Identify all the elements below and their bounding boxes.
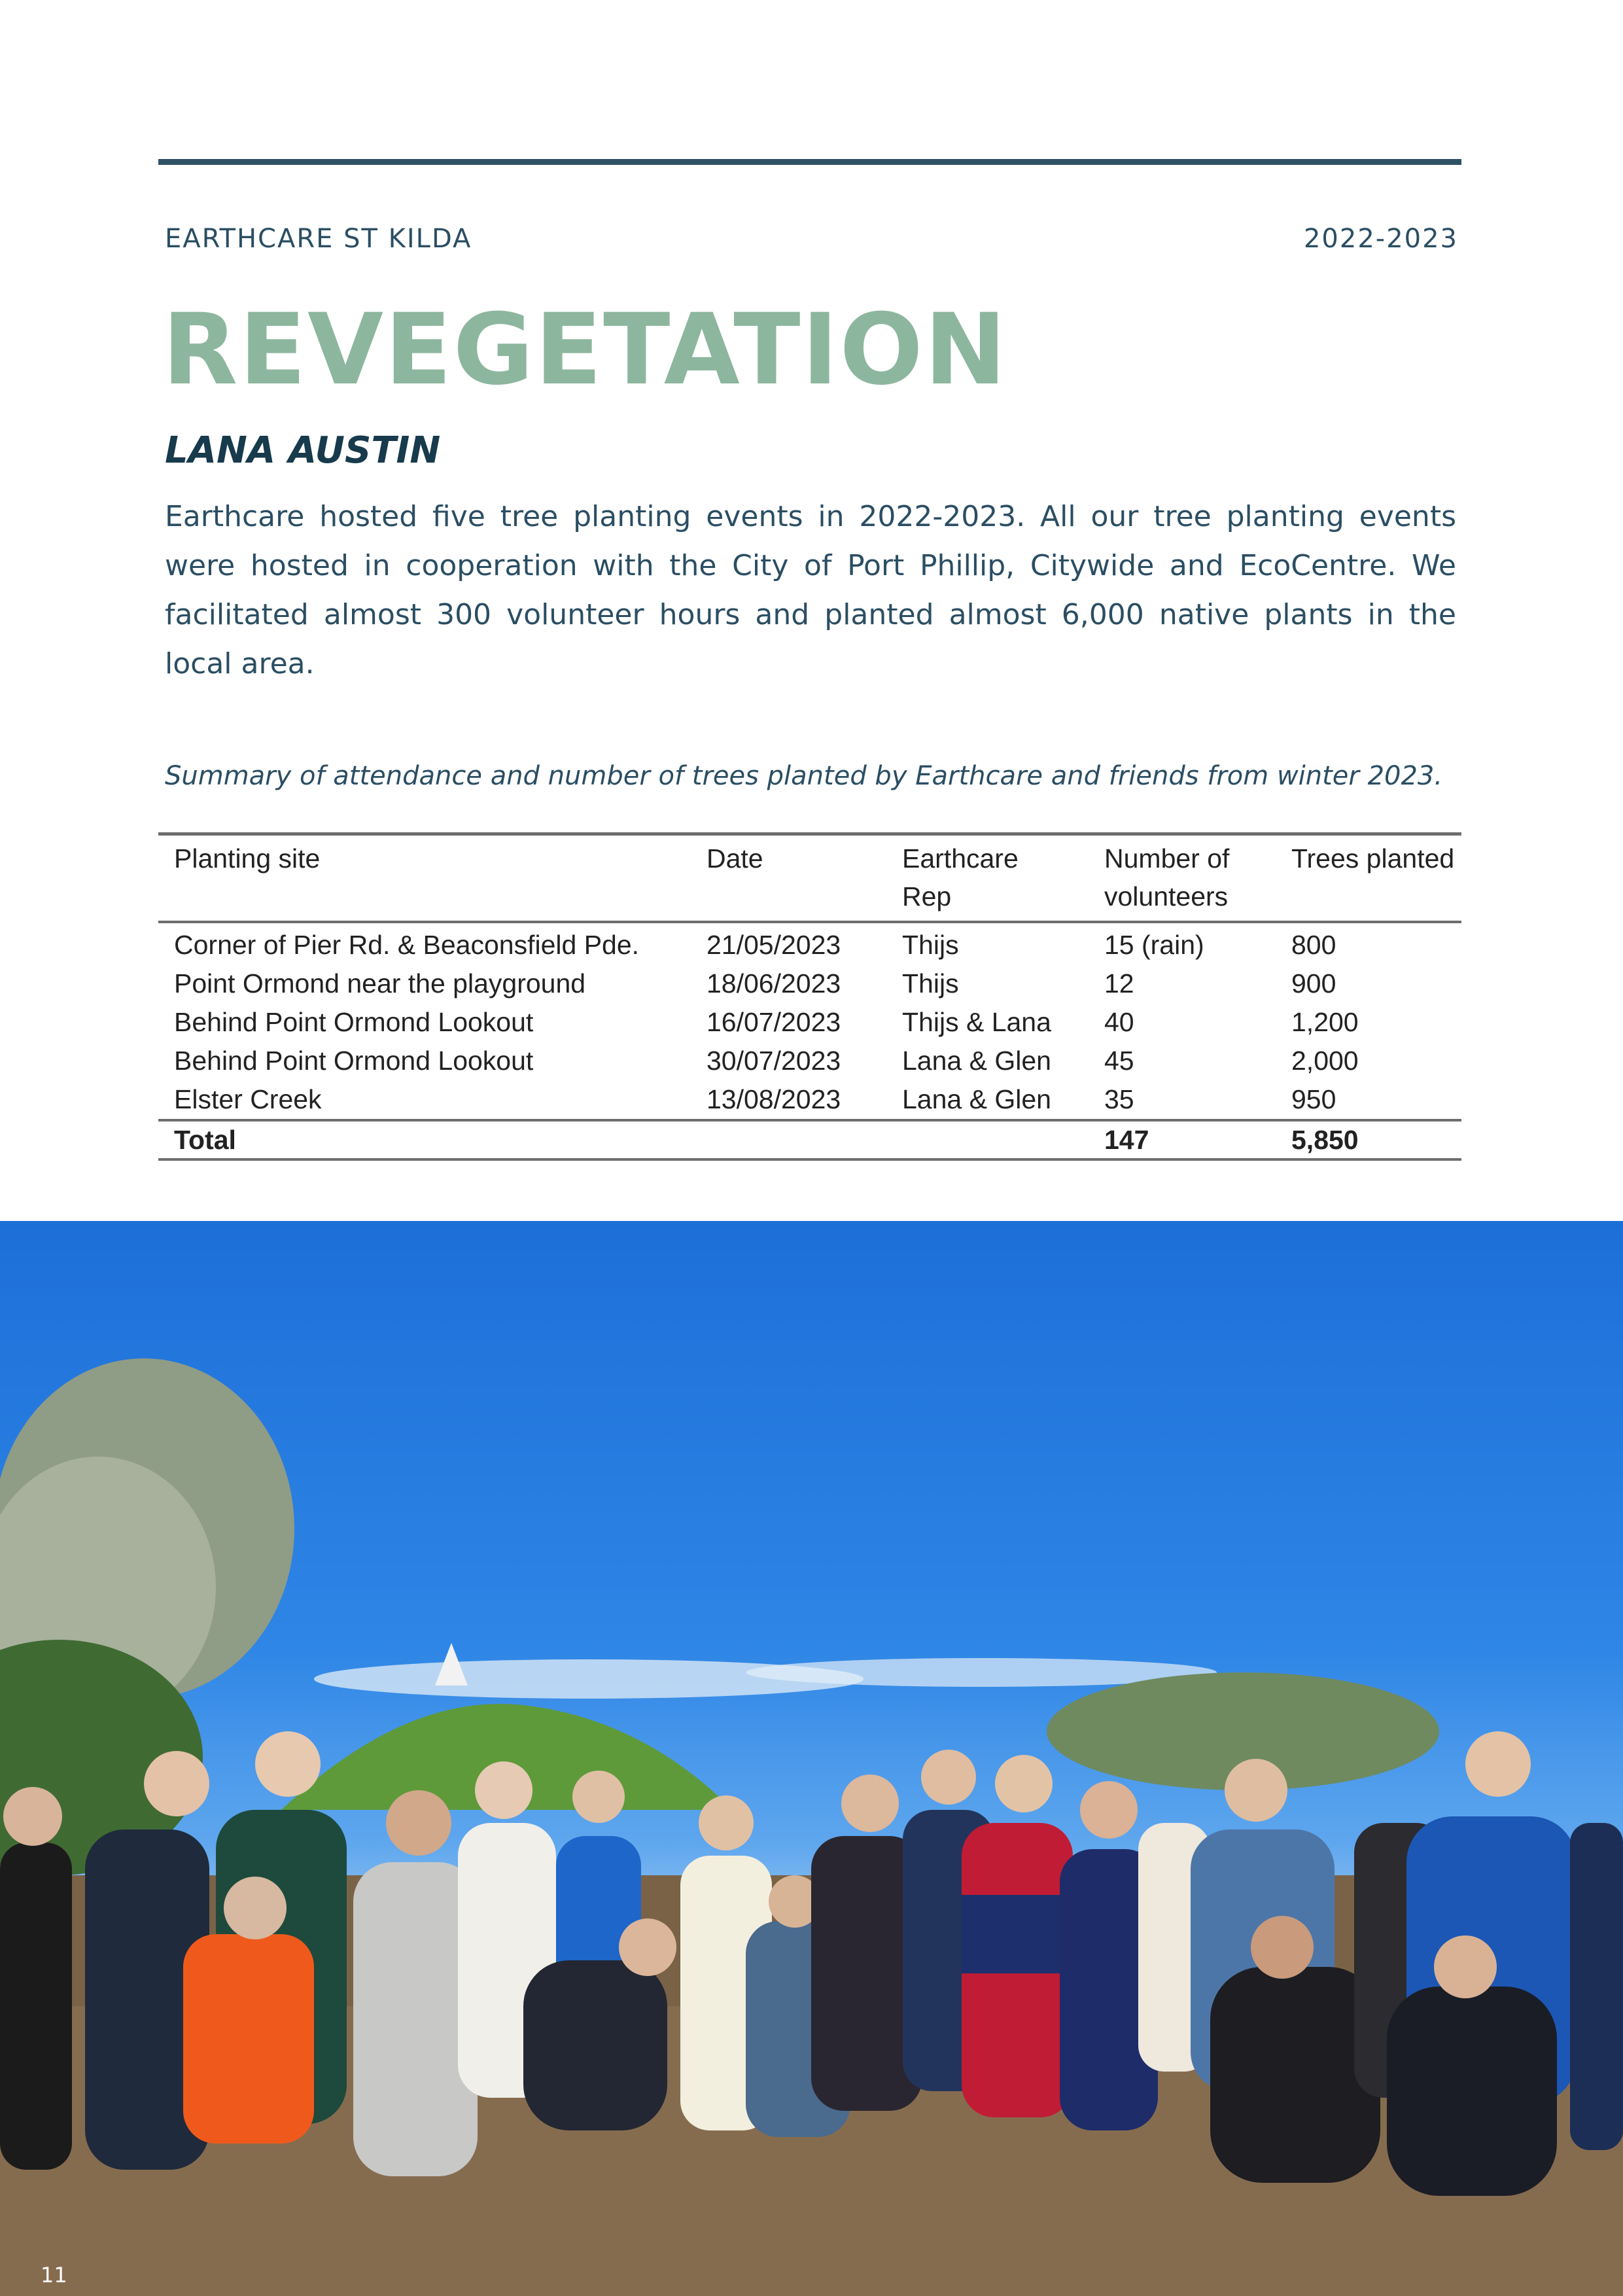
planting-table — [158, 832, 1461, 1161]
cell-site: Behind Point Ormond Lookout — [174, 1046, 534, 1076]
volunteer-crowd — [0, 1731, 1623, 2196]
cell-trees: 900 — [1291, 968, 1336, 998]
cell-rep: Lana & Glen — [902, 1084, 1051, 1114]
cell-rep: Thijs & Lana — [902, 1007, 1051, 1037]
cell-rep: Thijs — [902, 930, 959, 960]
cell-site: Corner of Pier Rd. & Beaconsfield Pde. — [174, 930, 640, 960]
table-row — [158, 1003, 1461, 1042]
cell-volunteers: 12 — [1104, 968, 1134, 998]
cell-volunteers: 15 (rain) — [1104, 930, 1204, 960]
cell-date: 18/06/2023 — [707, 968, 841, 998]
header-rep-line2: Rep — [902, 881, 952, 911]
total-empty-date — [691, 1120, 886, 1159]
page-number: 11 — [41, 2263, 67, 2287]
cell-trees: 2,000 — [1291, 1046, 1359, 1076]
cell-trees: 800 — [1291, 930, 1336, 960]
total-label: Total — [158, 1120, 691, 1159]
header-trees-planted: Trees planted — [1276, 834, 1461, 923]
section-title: REVEGETATION — [162, 293, 1008, 407]
header-volunteers-line1: Number of — [1104, 843, 1230, 874]
header-rule — [158, 159, 1461, 165]
intro-paragraph: Earthcare hosted five tree planting events in 2022-2023. All our tree planting events were hosted in cooperation with the City of Port Phillip, Citywide and EcoCentre. We facilitated almost 300 volunteer hours and planted almost 6,000 native plants in the local area. — [165, 500, 1456, 680]
table-row — [158, 1080, 1461, 1120]
cell-site: Point Ormond near the playground — [174, 968, 586, 998]
group-photo-illustration — [0, 1221, 1623, 2296]
table-caption: Summary of attendance and number of trees planted by Earthcare and friends from winter 2023. — [165, 761, 1443, 791]
cell-trees: 1,200 — [1291, 1007, 1359, 1037]
cell-volunteers: 45 — [1104, 1046, 1134, 1076]
header-volunteers-line2: volunteers — [1104, 881, 1229, 911]
cell-rep: Thijs — [902, 968, 959, 998]
author-name: LANA AUSTIN — [165, 429, 441, 472]
cell-site: Elster Creek — [174, 1084, 322, 1114]
header-date: Date — [691, 834, 886, 923]
header-rep-line1: Earthcare — [902, 843, 1019, 874]
cell-date: 30/07/2023 — [707, 1046, 841, 1076]
cell-date: 21/05/2023 — [707, 930, 841, 960]
table-header-row — [158, 834, 1461, 923]
table-row — [158, 964, 1461, 1003]
total-volunteers: 147 — [1089, 1120, 1276, 1159]
table-total-row — [158, 1120, 1461, 1159]
cell-trees: 950 — [1291, 1084, 1336, 1114]
header-volunteers — [1089, 834, 1276, 923]
table-row — [158, 922, 1461, 964]
table-row — [158, 1042, 1461, 1080]
cell-volunteers: 40 — [1104, 1007, 1134, 1037]
report-year: 2022-2023 — [1303, 224, 1458, 254]
organisation-name: EARTHCARE ST KILDA — [165, 224, 472, 254]
header-planting-site: Planting site — [158, 834, 691, 923]
cell-date: 13/08/2023 — [707, 1084, 841, 1114]
cell-date: 16/07/2023 — [707, 1007, 841, 1037]
cell-volunteers: 35 — [1104, 1084, 1134, 1114]
header-earthcare-rep — [886, 834, 1089, 923]
cell-rep: Lana & Glen — [902, 1046, 1051, 1076]
total-empty-rep — [886, 1120, 1089, 1159]
cell-site: Behind Point Ormond Lookout — [174, 1007, 534, 1037]
group-photo — [0, 1221, 1623, 2296]
total-trees: 5,850 — [1276, 1120, 1461, 1159]
